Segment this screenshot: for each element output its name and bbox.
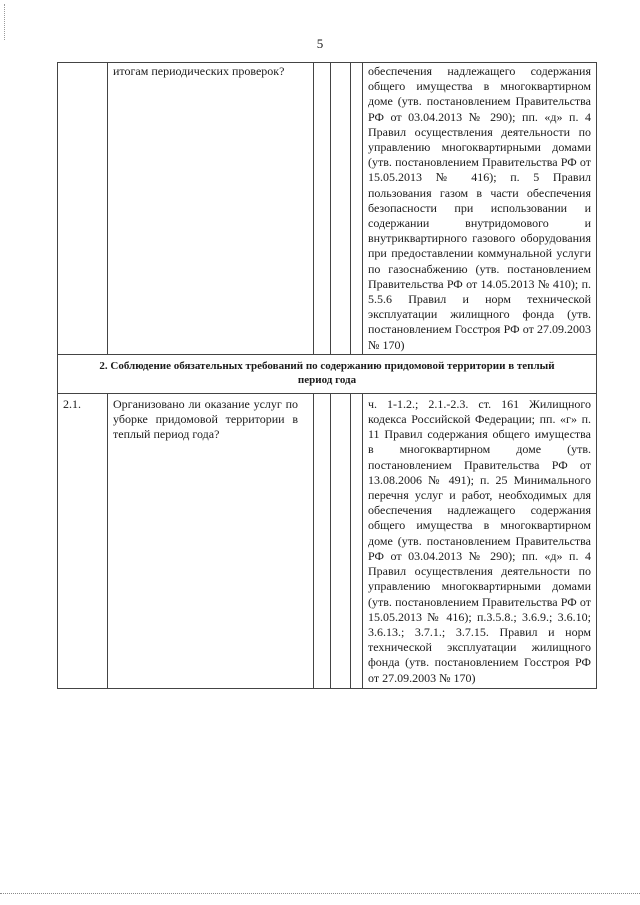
- section-header-row: [58, 354, 597, 393]
- answer-na-cell: [351, 393, 363, 688]
- section-title: 2. Соблюдение обязательных требований по содержанию придомовой территории в теплый период года: [58, 354, 597, 393]
- table-row: [58, 63, 597, 355]
- row-number: [58, 63, 108, 355]
- question-text: Организовано ли оказание услуг по уборке придомовой территории в теплый период года?: [113, 396, 298, 442]
- answer-na-cell: [351, 63, 363, 355]
- row-number: 2.1.: [58, 393, 108, 688]
- answer-yes-cell: [314, 393, 331, 688]
- table-row: [58, 393, 597, 688]
- scan-corner-mark: [4, 4, 19, 40]
- legal-reference: обеспечения надлежащего содержания общего имущества в многоквартирном доме (утв. постановлением Правительства РФ от 03.04.2013 № 290); пп. «д» п. 4 Правил осуществления деятельности по управлению многоквартирными домами (утв. постановлением Правительства РФ от 15.05.2013 № 416); п. 5 Правил пользования газом в части обеспечения безопасности при использовании и содержании внутридомового и внутриквартирного газового оборудования при предоставлении коммунальной услуги по газоснабжению (утв. постановлением Правительства РФ от 14.05.2013 № 410); п. 5.5.6 Правил и норм технической эксплуатации жилищного фонда (утв. постановлением Госстроя РФ от 27.09.2003 № 170): [363, 63, 597, 355]
- answer-no-cell: [331, 63, 351, 355]
- answer-yes-cell: [314, 63, 331, 355]
- requirements-table: [57, 62, 597, 689]
- legal-reference: ч. 1-1.2.; 2.1.-2.3. ст. 161 Жилищного кодекса Российской Федерации; пп. «г» п. 11 Правил содержания общего имущества в многоквартирном доме (утв. постановлением Правительства РФ от 13.08.2006 № 491); п. 25 Минимального перечня услуг и работ, необходимых для обеспечения надлежащего содержания общего имущества в многоквартирном доме (утв. постановлением Правительства РФ от 03.04.2013 № 290); пп. «д» п. 4 Правил осуществления деятельности по управлению многоквартирными домами (утв. постановлением Правительства РФ от 15.05.2013 № 416); п.3.5.8.; 3.6.9.; 3.6.10; 3.6.13.; 3.7.1.; 3.7.15. Правил и норм технической эксплуатации жилищного фонда (утв. постановлением Госстроя РФ от 27.09.2003 № 170): [363, 393, 597, 688]
- question-text: итогам периодических проверок?: [113, 64, 285, 78]
- page-number: 5: [316, 36, 324, 51]
- question-cell: [108, 393, 314, 688]
- scan-bottom-edge: [0, 893, 640, 894]
- answer-no-cell: [331, 393, 351, 688]
- question-cell: [108, 63, 314, 355]
